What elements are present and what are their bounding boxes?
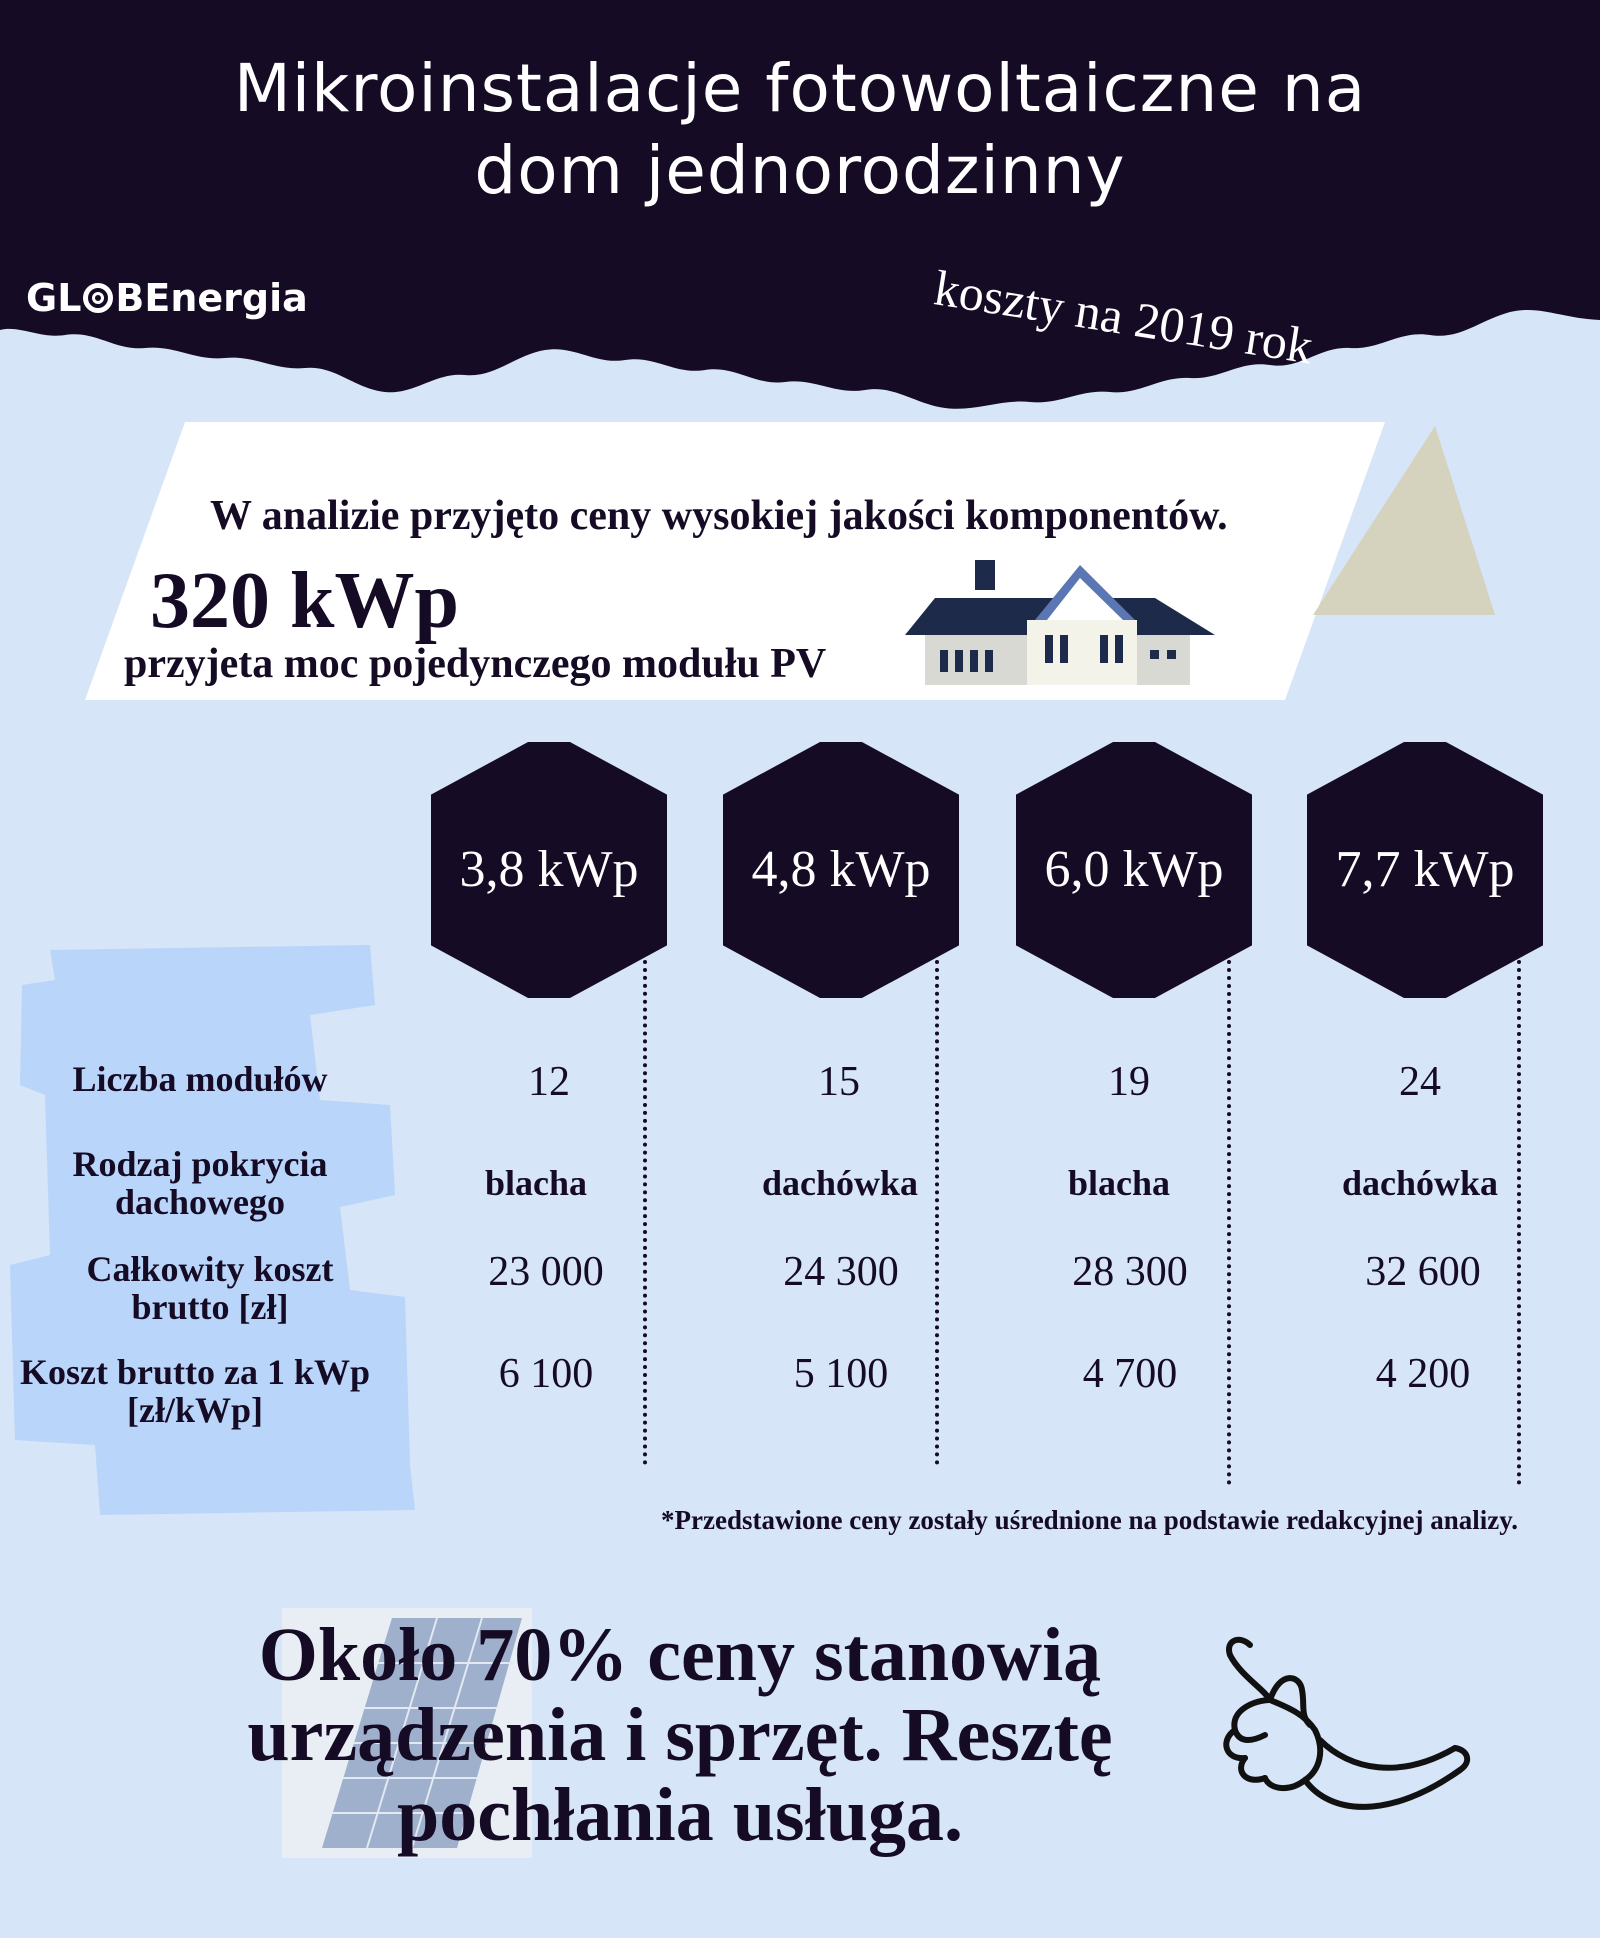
house-icon xyxy=(895,560,1225,685)
row-label-text: Rodzaj pokrycia xyxy=(72,1144,328,1184)
table-cell: 15 xyxy=(818,1059,860,1105)
column-header: 6,0 kWp xyxy=(1044,841,1224,898)
table-cell: 32 600 xyxy=(1365,1249,1481,1295)
pointing-hand-icon xyxy=(1210,1630,1480,1830)
title-line-1: Mikroinstalacje fotowoltaiczne na xyxy=(233,50,1367,127)
table-cell: 12 xyxy=(528,1059,570,1105)
table-cell: 4 200 xyxy=(1375,1351,1471,1397)
row-label-text: Koszt brutto za 1 kWp xyxy=(20,1352,370,1392)
module-power-value: 320 kWp xyxy=(150,557,459,645)
column-header: 4,8 kWp xyxy=(751,841,931,898)
table-cell: 24 xyxy=(1399,1059,1441,1105)
title-line-2: dom jednorodzinny xyxy=(474,132,1126,209)
table-cell: 23 000 xyxy=(488,1249,604,1295)
column-header: 7,7 kWp xyxy=(1335,841,1515,898)
table-cell: 24 300 xyxy=(783,1249,899,1295)
row-label-text: brutto [zł] xyxy=(131,1287,289,1327)
footnote: *Przedstawione ceny zostały uśrednione na podstawie redakcyjnej analizy. xyxy=(661,1505,1518,1535)
table-cell: blacha xyxy=(1067,1163,1171,1203)
row-label-cost-per-kwp xyxy=(5,1353,385,1429)
page-title xyxy=(0,48,1600,212)
row-label-total-cost xyxy=(30,1250,390,1326)
analysis-note: W analizie przyjęto ceny wysokiej jakości komponentów. xyxy=(210,493,1228,539)
subtitle: koszty na 2019 rok xyxy=(930,259,1317,375)
conclusion-line: pochłania usługa. xyxy=(397,1773,963,1857)
table-cell: 6 100 xyxy=(498,1351,594,1397)
table-cell: 19 xyxy=(1108,1059,1150,1105)
column-divider xyxy=(1517,960,1521,1485)
logo-text-end: BEnergia xyxy=(115,276,308,320)
conclusion-text xyxy=(200,1615,1160,1855)
logo-text-start: GL xyxy=(26,276,82,320)
row-label-text: Całkowity koszt xyxy=(86,1249,334,1289)
table-cell: 28 300 xyxy=(1072,1249,1188,1295)
column-header: 3,8 kWp xyxy=(459,841,639,898)
row-label-modules xyxy=(20,1060,380,1098)
row-label-text: [zł/kWp] xyxy=(126,1390,263,1430)
conclusion-line: Około 70% ceny stanowią xyxy=(258,1613,1102,1697)
globe-icon xyxy=(83,283,113,313)
module-power-label: przyjeta moc pojedynczego modułu PV xyxy=(124,641,827,687)
table-cell: blacha xyxy=(484,1163,588,1203)
row-label-text: dachowego xyxy=(115,1182,285,1222)
column-divider xyxy=(1227,960,1231,1485)
row-label-text: Liczba modułów xyxy=(72,1059,328,1099)
conclusion-line: urządzenia i sprzęt. Resztę xyxy=(247,1693,1113,1777)
table-cell: dachówka xyxy=(761,1163,919,1203)
table-cell: 4 700 xyxy=(1082,1351,1178,1397)
table-cell: dachówka xyxy=(1341,1163,1499,1203)
row-label-roof xyxy=(20,1145,380,1221)
table-cell: 5 100 xyxy=(793,1351,889,1397)
globenergia-logo xyxy=(26,276,308,320)
